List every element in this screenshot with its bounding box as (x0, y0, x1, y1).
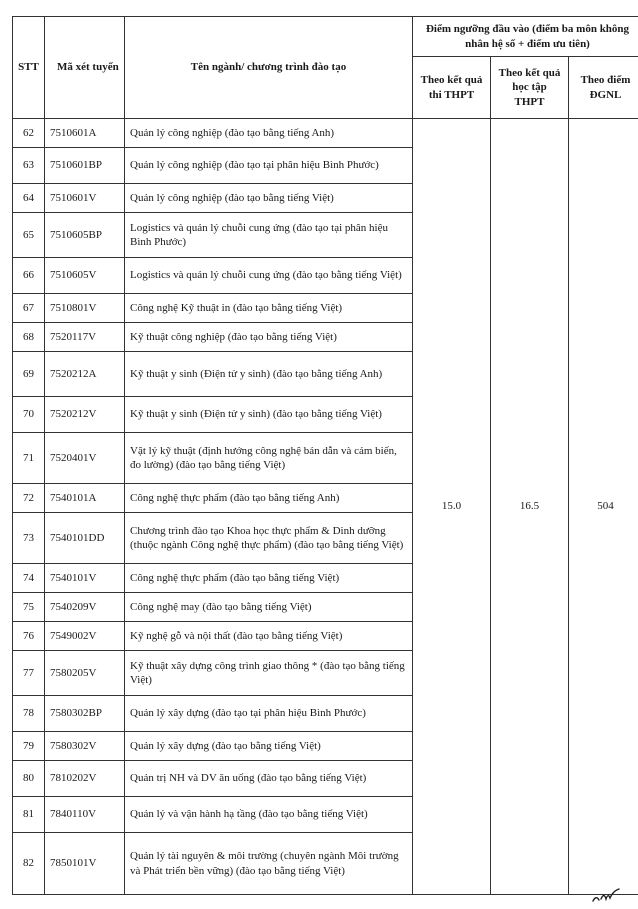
row-stt: 62 (13, 119, 45, 148)
row-code: 7540101V (45, 564, 125, 593)
row-code: 7510601A (45, 119, 125, 148)
row-stt: 76 (13, 622, 45, 651)
row-code: 7810202V (45, 761, 125, 797)
row-program-name: Quản lý xây dựng (đào tạo tại phân hiệu Bình Phước) (125, 696, 413, 732)
row-code: 7520212V (45, 397, 125, 433)
row-program-name: Kỹ nghệ gỗ và nội thất (đào tạo bằng tiếng Việt) (125, 622, 413, 651)
row-program-name: Chương trình đào tạo Khoa học thực phẩm & Dinh dưỡng (thuộc ngành Công nghệ thực phẩm) (đào tạo bằng tiếng Việt) (125, 513, 413, 564)
row-stt: 68 (13, 323, 45, 352)
header-dgnl: Theo điểm ĐGNL (569, 57, 638, 119)
header-threshold-group: Điểm ngưỡng đầu vào (điểm ba môn không nhân hệ số + điểm ưu tiên) (413, 17, 638, 57)
row-stt: 65 (13, 213, 45, 258)
score-hocba: 16.5 (491, 119, 569, 895)
row-code: 7540101DD (45, 513, 125, 564)
row-stt: 67 (13, 294, 45, 323)
row-stt: 74 (13, 564, 45, 593)
row-stt: 80 (13, 761, 45, 797)
row-code: 7580302V (45, 732, 125, 761)
row-program-name: Vật lý kỹ thuật (định hướng công nghệ bán dẫn và cảm biến, đo lường) (đào tạo bằng tiếng Việt) (125, 433, 413, 484)
row-code: 7510601BP (45, 148, 125, 184)
row-code: 7510605BP (45, 213, 125, 258)
row-program-name: Quản trị NH và DV ăn uống (đào tạo bằng tiếng Việt) (125, 761, 413, 797)
row-program-name: Quản lý tài nguyên & môi trường (chuyên ngành Môi trường và Phát triển bền vững) (đào tạo bằng tiếng Việt) (125, 833, 413, 895)
score-dgnl: 504 (569, 119, 638, 895)
table-row (13, 119, 638, 148)
row-program-name: Kỹ thuật y sinh (Điện tử y sinh) (đào tạo bằng tiếng Anh) (125, 352, 413, 397)
row-program-name: Quản lý xây dựng (đào tạo bằng tiếng Việt) (125, 732, 413, 761)
header-thpt-exam: Theo kết quả thi THPT (413, 57, 491, 119)
row-program-name: Công nghệ thực phẩm (đào tạo bằng tiếng Anh) (125, 484, 413, 513)
row-stt: 77 (13, 651, 45, 696)
row-stt: 71 (13, 433, 45, 484)
admission-threshold-table (12, 16, 638, 895)
header-code: Mã xét tuyển (45, 17, 125, 119)
header-hocba: Theo kết quả học tập THPT (491, 57, 569, 119)
row-program-name: Quản lý công nghiệp (đào tạo tại phân hiệu Bình Phước) (125, 148, 413, 184)
row-code: 7850101V (45, 833, 125, 895)
row-stt: 82 (13, 833, 45, 895)
row-code: 7520401V (45, 433, 125, 484)
row-program-name: Công nghệ thực phẩm (đào tạo bằng tiếng Việt) (125, 564, 413, 593)
header-stt: STT (13, 17, 45, 119)
row-stt: 70 (13, 397, 45, 433)
row-program-name: Quản lý công nghiệp (đào tạo bằng tiếng Anh) (125, 119, 413, 148)
row-stt: 75 (13, 593, 45, 622)
row-program-name: Quản lý công nghiệp (đào tạo bằng tiếng Việt) (125, 184, 413, 213)
row-code: 7510601V (45, 184, 125, 213)
row-code: 7549002V (45, 622, 125, 651)
row-program-name: Kỹ thuật y sinh (Điện tử y sinh) (đào tạo bằng tiếng Việt) (125, 397, 413, 433)
header-program-name: Tên ngành/ chương trình đào tạo (125, 17, 413, 119)
row-program-name: Logistics và quản lý chuỗi cung ứng (đào tạo tại phân hiệu Bình Phước) (125, 213, 413, 258)
row-code: 7520212A (45, 352, 125, 397)
row-stt: 78 (13, 696, 45, 732)
row-code: 7520117V (45, 323, 125, 352)
row-stt: 81 (13, 797, 45, 833)
signature-mark (592, 886, 622, 906)
row-program-name: Công nghệ may (đào tạo bằng tiếng Việt) (125, 593, 413, 622)
row-stt: 66 (13, 258, 45, 294)
row-code: 7540209V (45, 593, 125, 622)
row-code: 7540101A (45, 484, 125, 513)
row-code: 7510605V (45, 258, 125, 294)
row-program-name: Kỹ thuật công nghiệp (đào tạo bằng tiếng Việt) (125, 323, 413, 352)
row-program-name: Logistics và quản lý chuỗi cung ứng (đào tạo bằng tiếng Việt) (125, 258, 413, 294)
row-program-name: Kỹ thuật xây dựng công trình giao thông * (đào tạo bằng tiếng Việt) (125, 651, 413, 696)
row-code: 7510801V (45, 294, 125, 323)
score-thpt: 15.0 (413, 119, 491, 895)
row-stt: 63 (13, 148, 45, 184)
row-program-name: Công nghệ Kỹ thuật in (đào tạo bằng tiếng Việt) (125, 294, 413, 323)
row-stt: 72 (13, 484, 45, 513)
row-code: 7580302BP (45, 696, 125, 732)
row-stt: 73 (13, 513, 45, 564)
row-program-name: Quản lý và vận hành hạ tầng (đào tạo bằng tiếng Việt) (125, 797, 413, 833)
row-stt: 79 (13, 732, 45, 761)
row-stt: 69 (13, 352, 45, 397)
row-code: 7580205V (45, 651, 125, 696)
row-code: 7840110V (45, 797, 125, 833)
row-stt: 64 (13, 184, 45, 213)
